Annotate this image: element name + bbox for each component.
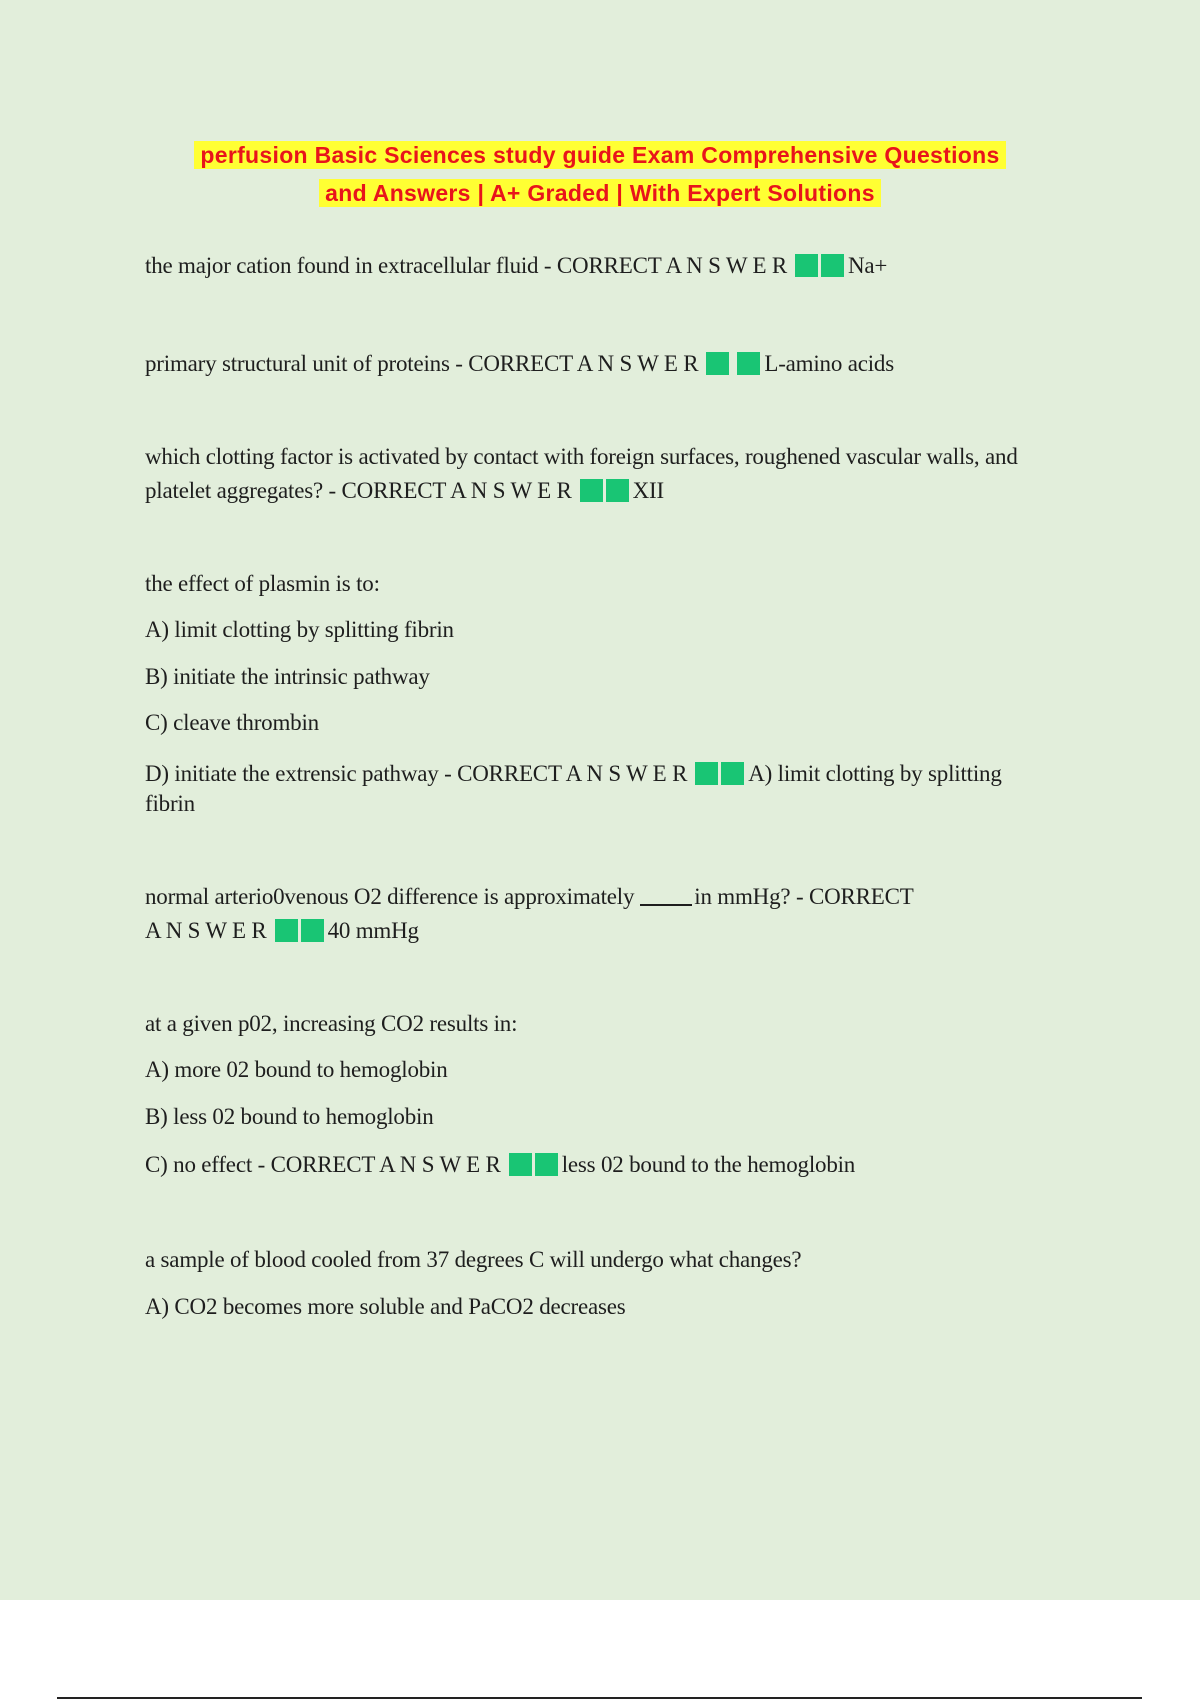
- question-7-stem-text: a sample of blood cooled from 37 degrees C will undergo what changes?: [145, 1247, 802, 1272]
- question-5-answer: 40 mmHg: [327, 918, 419, 943]
- question-4-stem-text: the effect of plasmin is to:: [145, 571, 380, 596]
- question-4-option-d: [145, 760, 1002, 788]
- question-6-stem: [145, 1010, 517, 1038]
- answer-marker-icon: [821, 254, 844, 277]
- answer-marker-icon: [721, 762, 744, 785]
- question-1-answer: Na+: [848, 253, 888, 278]
- question-2: [145, 350, 894, 378]
- answer-marker-icon: [275, 919, 298, 942]
- question-7-option-a-text: A) CO2 becomes more soluble and PaCO2 decreases: [145, 1294, 626, 1319]
- question-4-option-a: [145, 616, 454, 644]
- question-5-line-2: [145, 917, 419, 945]
- title-line-2: and Answers | A+ Graded | With Expert Solutions: [319, 179, 881, 207]
- question-7-option-a: [145, 1293, 626, 1321]
- answer-marker-icon: [535, 1153, 558, 1176]
- question-4-option-c: [145, 709, 319, 737]
- answer-marker-icon: [695, 762, 718, 785]
- question-3-line-1: [145, 443, 1018, 471]
- answer-marker-icon: [301, 919, 324, 942]
- question-4-answer-line-1: A) limit clotting by splitting: [748, 761, 1002, 786]
- question-3-prompt-line-1: which clotting factor is activated by contact with foreign surfaces, roughened vascular walls, and: [145, 444, 1018, 469]
- question-5-line-1: [145, 883, 914, 911]
- question-4-option-a-text: A) limit clotting by splitting fibrin: [145, 617, 454, 642]
- question-6-answer: less 02 bound to the hemoglobin: [561, 1152, 856, 1177]
- question-6-option-b: [145, 1103, 434, 1131]
- title-line-1: perfusion Basic Sciences study guide Exam Comprehensive Questions: [194, 141, 1005, 169]
- question-4-option-d-text: D) initiate the extrensic pathway - CORRECT A N S W E R: [145, 761, 688, 786]
- question-4-answer-line-2: fibrin: [145, 791, 195, 816]
- question-3-prompt-line-2: platelet aggregates? - CORRECT A N S W E R: [145, 478, 572, 503]
- question-4-option-c-text: C) cleave thrombin: [145, 710, 319, 735]
- question-3-line-2: [145, 477, 664, 505]
- answer-marker-icon: [580, 479, 603, 502]
- question-2-answer: L-amino acids: [764, 351, 894, 376]
- question-6-option-b-text: B) less 02 bound to hemoglobin: [145, 1104, 434, 1129]
- question-4-stem: [145, 570, 380, 598]
- question-5-prompt-start: normal arterio0venous O2 difference is approximately: [145, 884, 635, 909]
- question-6-option-a-text: A) more 02 bound to hemoglobin: [145, 1057, 448, 1082]
- fill-in-blank: [640, 884, 692, 906]
- question-4-option-b: [145, 663, 430, 691]
- answer-marker-icon: [706, 352, 729, 375]
- question-2-prompt: primary structural unit of proteins - CORRECT A N S W E R: [145, 351, 699, 376]
- question-6-option-a: [145, 1056, 448, 1084]
- answer-marker-icon: [606, 479, 629, 502]
- question-7-stem: [145, 1246, 801, 1274]
- question-4-option-b-text: B) initiate the intrinsic pathway: [145, 664, 430, 689]
- question-5-answer-label: A N S W E R: [145, 918, 267, 943]
- question-6-stem-text: at a given p02, increasing CO2 results in:: [145, 1011, 518, 1036]
- question-3-answer: XII: [632, 478, 664, 503]
- document-title: [80, 138, 1120, 214]
- answer-marker-icon: [509, 1153, 532, 1176]
- question-1: [145, 252, 887, 280]
- question-1-prompt: the major cation found in extracellular fluid - CORRECT A N S W E R: [145, 253, 788, 278]
- answer-marker-icon: [737, 352, 760, 375]
- question-6-option-c: [145, 1151, 855, 1179]
- answer-marker-icon: [795, 254, 818, 277]
- footer-divider: [57, 1697, 1142, 1699]
- question-4-answer-wrap: [145, 790, 195, 818]
- question-5-prompt-end: in mmHg? - CORRECT: [694, 884, 914, 909]
- question-6-option-c-text: C) no effect - CORRECT A N S W E R: [145, 1152, 501, 1177]
